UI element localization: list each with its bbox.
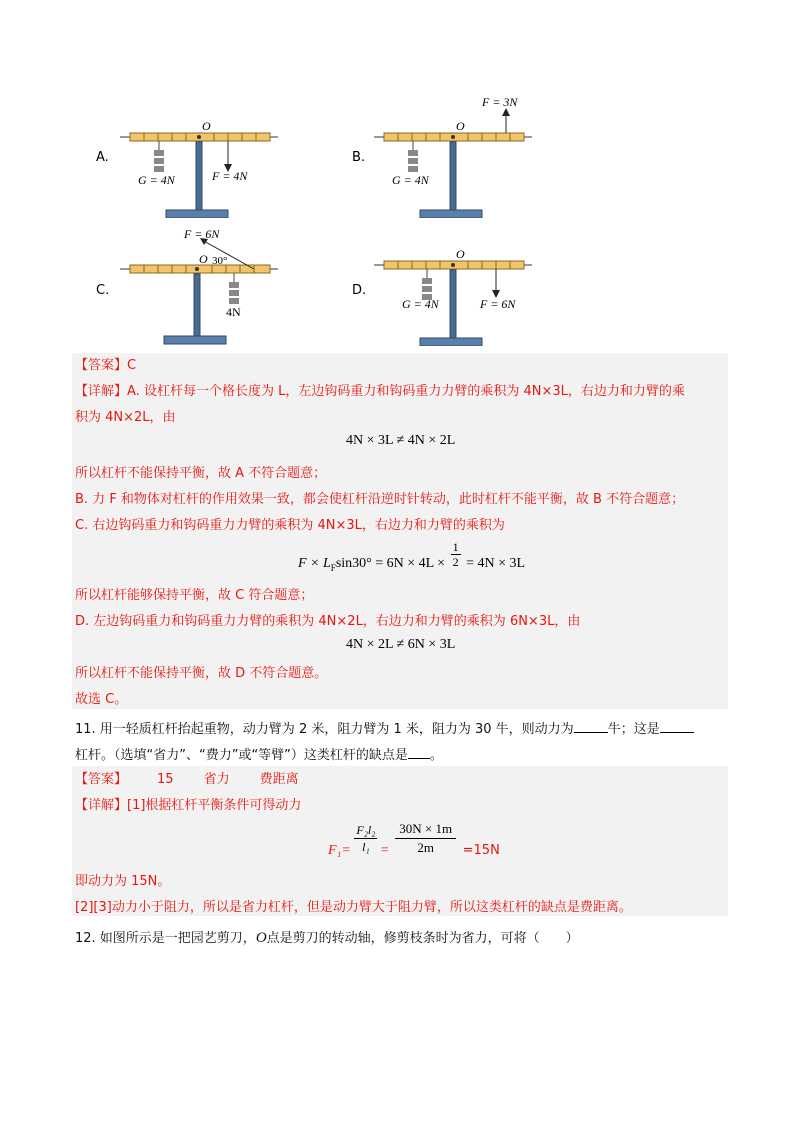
lever-figure-a	[118, 118, 288, 218]
pivot-o: O	[202, 119, 211, 133]
pivot-o: O	[199, 252, 208, 266]
pivot-o: O	[456, 247, 465, 261]
detail-line-6: 所以杠杆能够保持平衡，故 C 符合题意；	[75, 588, 314, 603]
pivot-o: O	[456, 119, 465, 133]
label-g: G = 4N	[392, 173, 429, 187]
detail-line-7: D. 左边钩码重力和钩码重力力臂的乘积为 4N×2L，右边力和力臂的乘积为 6N×3L，由	[75, 614, 581, 629]
equation-q11: F₁= $\frac{\text{F₂l₂}}{\text{l₁}}$ = $\frac{30N \times 1m}{2m}$ =15N	[328, 821, 500, 858]
label-weight: 4N	[226, 305, 241, 319]
lever-figure-c	[118, 226, 288, 346]
detail-line-5: C. 右边钩码重力和钩码重力力臂的乘积为 4N×3L，右边力和力臂的乘积为	[75, 518, 505, 533]
angle-label: 30°	[212, 255, 228, 267]
label-f: F = 6N	[480, 297, 516, 311]
detail-line-9: 故选 C。	[75, 692, 128, 707]
label-g: G = 4N	[138, 173, 175, 187]
option-b-label: B.	[352, 150, 366, 165]
detail-tag: 【详解】	[75, 384, 128, 399]
answer-line	[75, 356, 136, 376]
detail-q11-line-1: 【详解】[1]根据杠杆平衡条件可得动力	[75, 798, 302, 813]
answer-2: 省力	[203, 772, 230, 787]
detail-line-1: 【详解】A. 设杠杆每一个格长度为 L，左边钩码重力和钩码重力力臂的乘积为 4N×3L，右边力和力臂的乘	[75, 384, 685, 399]
option-c-label: C.	[96, 283, 110, 298]
label-f: F = 4N	[212, 169, 248, 183]
detail-line-3: 所以杠杆不能保持平衡，故 A 不符合题意；	[75, 466, 327, 481]
lever-figure-b	[370, 92, 540, 218]
option-a-label: A.	[96, 150, 109, 165]
blank-1	[574, 718, 608, 733]
label-f: F = 6N	[184, 227, 220, 241]
label-f: F = 3N	[482, 95, 518, 109]
lever-figure-d	[370, 246, 540, 346]
answer-value: C	[127, 358, 137, 373]
label-g: G = 4N	[402, 297, 439, 311]
question-11-line-1: 11. 用一轻质杠杆抬起重物，动力臂为 2 米，阻力臂为 1 米，阻力为 30 牛，则动力为 牛；这是	[75, 718, 694, 740]
answer-tag: 【答案】	[75, 358, 128, 373]
blank-3	[408, 744, 430, 759]
blank-2	[660, 718, 694, 733]
question-12: 12. 如图所示是一把园艺剪刀，O点是剪刀的转动轴，修剪枝条时为省力，可将（ ）	[75, 930, 579, 946]
question-11-line-2: 杠杆。（选填“省力”、“费力”或“等臂”）这类杠杆的缺点是 。	[75, 744, 443, 766]
detail-q11-line-3: [2][3]动力小于阻力，所以是省力杠杆，但是动力臂大于阻力臂，所以这类杠杆的缺点是费距离。	[75, 900, 632, 915]
equation-2: $F \times L_F\sin 30^\circ = 6N \times 4L$ × $\frac{1}{2}$ = 4N × 3L	[298, 540, 526, 573]
detail-line-2: 积为 4N×2L，由	[75, 410, 176, 425]
equation-1: 4N × 3L ≠ 4N × 2L	[346, 433, 456, 448]
answer-1: 15	[157, 772, 174, 787]
equation-3: 4N × 2L ≠ 6N × 3L	[346, 637, 456, 652]
detail-line-4: B. 力 F 和物体对杠杆的作用效果一致，都会使杠杆沿逆时针转动，此时杠杆不能平衡，故 B 不符合题意；	[75, 492, 685, 507]
detail-line-8: 所以杠杆不能保持平衡，故 D 不符合题意。	[75, 666, 328, 681]
answer-line-q11: 【答案】 15 省力 费距离	[75, 772, 299, 787]
option-d-label: D.	[352, 283, 367, 298]
detail-q11-line-2: 即动力为 15N。	[75, 874, 171, 889]
answer-3: 费距离	[259, 772, 299, 787]
